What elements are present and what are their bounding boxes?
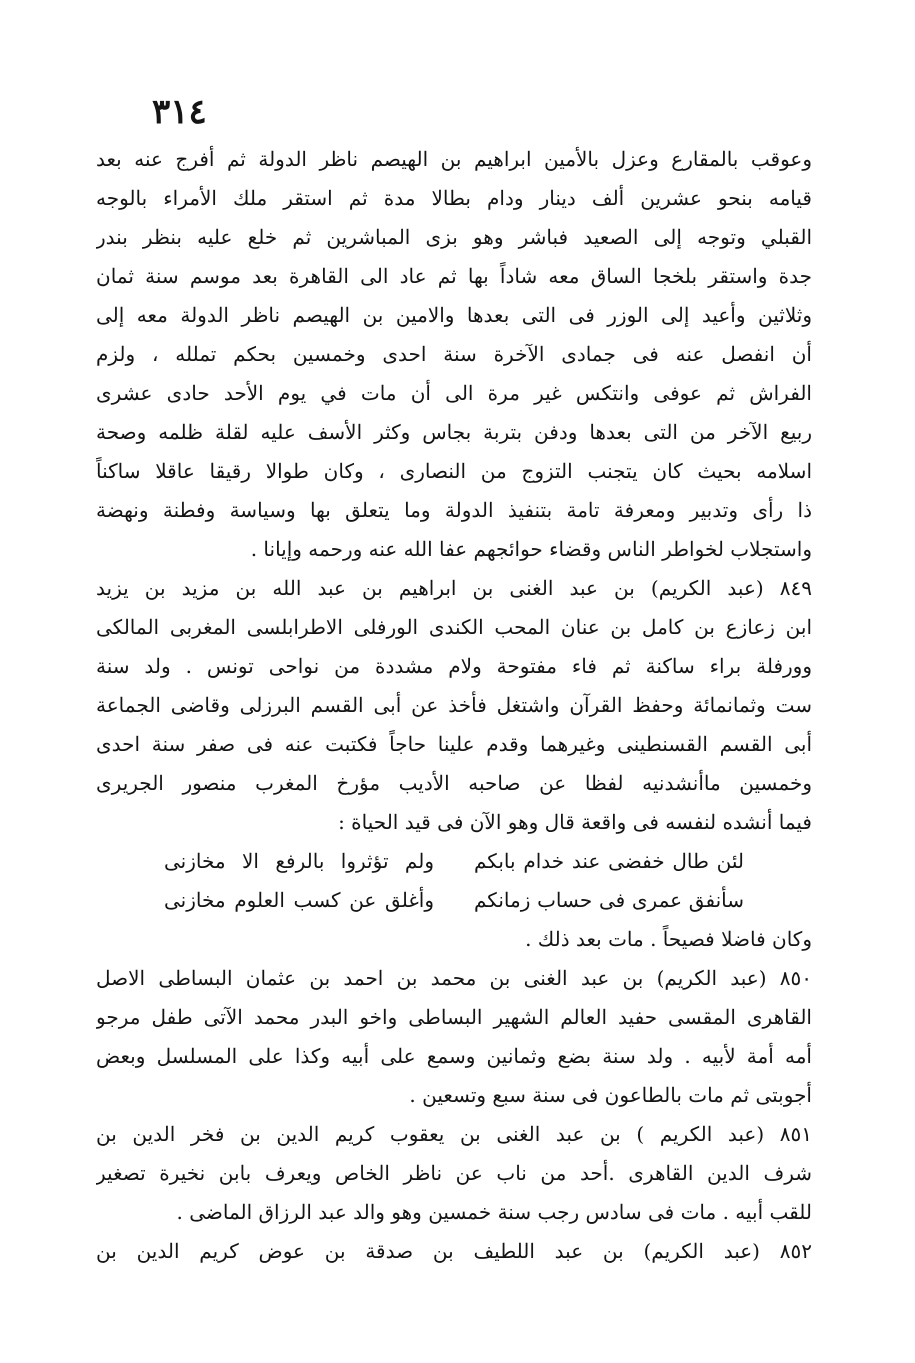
entry-heading-line: ٨٥١ (عبد الكريم ) بن عبد الغنى بن يعقوب كريم الدين بن فخر الدين بن — [96, 1122, 812, 1146]
verse-second-hemistich: ولم تؤثروا بالرفع الا مخازنى — [164, 849, 434, 873]
text-line: ذا رأى وتدبير ومعرفة تامة بتنفيذ الدولة وما يتعلق بها وسياسة وفطنة ونهضة — [96, 498, 812, 522]
entry-850 — [96, 959, 812, 1115]
text-line: وثلاثين وأعيد إلى الوزر فى التى بعدها والامين بن الهيصم ناظر الدولة معه إلى — [96, 303, 812, 327]
verse-first-hemistich: سأنفق عمرى فى حساب زمانكم — [474, 888, 744, 912]
poem-verse — [96, 842, 812, 881]
entry-851 — [96, 1115, 812, 1232]
text-line: وخمسين ماأنشدنيه لفظا عن صاحبه الأديب مؤرخ المغرب منصور الجريرى — [96, 771, 812, 795]
entry-heading-line: ٨٥٢ (عبد الكريم) بن عبد اللطيف بن صدقة بن عوض كريم الدين بن — [96, 1239, 812, 1263]
text-line: شرف الدين القاهرى .أحد من ناب عن ناظر الخاص ويعرف بابن نخيرة تصغير — [96, 1161, 812, 1185]
verse-first-hemistich: لئن طال خفضى عند خدام بابكم — [474, 849, 744, 873]
text-line: ربيع الآخر من التى بعدها ودفن بتربة بجاس وكثر الأسف عليه لقلة ظلمه وصحة — [96, 420, 812, 444]
text-line: اسلامه بحيث كان يتجنب التزوج من النصارى ، وكان طوالا رقيقا عاقلا ساكناً — [96, 459, 812, 483]
text-line: الفراش ثم عوفى وانتكس غير مرة الى أن مات في يوم الأحد حادى عشرى — [96, 381, 812, 405]
text-line: وكان فاضلا فصيحاً . مات بعد ذلك . — [525, 927, 812, 951]
text-line: جدة واستقر بلخجا الساق معه شاداً بها ثم عاد الى القاهرة بعد موسم سنة ثمان — [96, 264, 812, 288]
text-line: القاهرى المقسى حفيد العالم الشهير البساطى واخو البدر محمد الآتى طفل مرجو — [96, 1005, 812, 1029]
text-line: أمه أمة لأبيه . ولد سنة بضع وثمانين وسمع على أبيه وكذا على المسلسل وبعض — [96, 1044, 812, 1068]
text-line: أبى القسم القسنطينى وغيرهما وقدم علينا حاجاً فكتبت عنه فى صفر سنة احدى — [96, 732, 812, 756]
page-body — [96, 140, 812, 1271]
text-line: واستجلاب لخواطر الناس وقضاء حوائجهم عفا الله عنه ورحمه وإيانا . — [250, 537, 812, 561]
text-line: ست وثمانمائة وحفظ القرآن واشتغل فأخذ عن أبى القسم البرزلى وقاضى الجماعة — [96, 693, 812, 717]
page-number: ٣١٤ — [152, 92, 207, 132]
text-line: ابن زعازع بن كامل بن عنان المحب الكندى الورفلى الاطرابلسى المغربى المالكى — [96, 615, 812, 639]
text-line: وعوقب بالمقارع وعزل بالأمين ابراهيم بن الهيصم ناظر الدولة ثم أفرج عنه بعد — [96, 147, 812, 171]
text-line: وورفلة براء ساكنة ثم فاء مفتوحة ولام مشددة من نواحى تونس . ولد سنة — [96, 654, 812, 678]
continued-entry — [96, 140, 812, 569]
entry-849 — [96, 569, 812, 959]
poem-verse — [96, 881, 812, 920]
entry-852 — [96, 1232, 812, 1271]
text-line: قيامه بنحو عشرين ألف دينار ودام بطالا مدة ثم استقر ملك الأمراء بالوجه — [96, 186, 812, 210]
entry-heading-line: ٨٥٠ (عبد الكريم) بن عبد الغنى بن محمد بن احمد بن عثمان البساطى الاصل — [96, 966, 812, 990]
text-line: القبلي وتوجه إلى الصعيد فباشر وهو بزى المباشرين ثم خلع عليه بنظر بندر — [96, 225, 812, 249]
entry-heading-line: ٨٤٩ (عبد الكريم) بن عبد الغنى بن ابراهيم بن عبد الله بن مزيد بن يزيد — [96, 576, 812, 600]
text-line: فيما أنشده لنفسه فى واقعة قال وهو الآن فى قيد الحياة : — [338, 810, 812, 834]
text-line: أن انفصل عنه فى جمادى الآخرة سنة احدى وخمسين بحكم تملله ، ولزم — [96, 342, 812, 366]
text-line: للقب أبيه . مات فى سادس رجب سنة خمسين وهو والد عبد الرزاق الماضى . — [176, 1200, 812, 1224]
text-line: أجوبتى ثم مات بالطاعون فى سنة سبع وتسعين . — [409, 1083, 812, 1107]
verse-second-hemistich: وأغلق عن كسب العلوم مخازنى — [164, 888, 434, 912]
